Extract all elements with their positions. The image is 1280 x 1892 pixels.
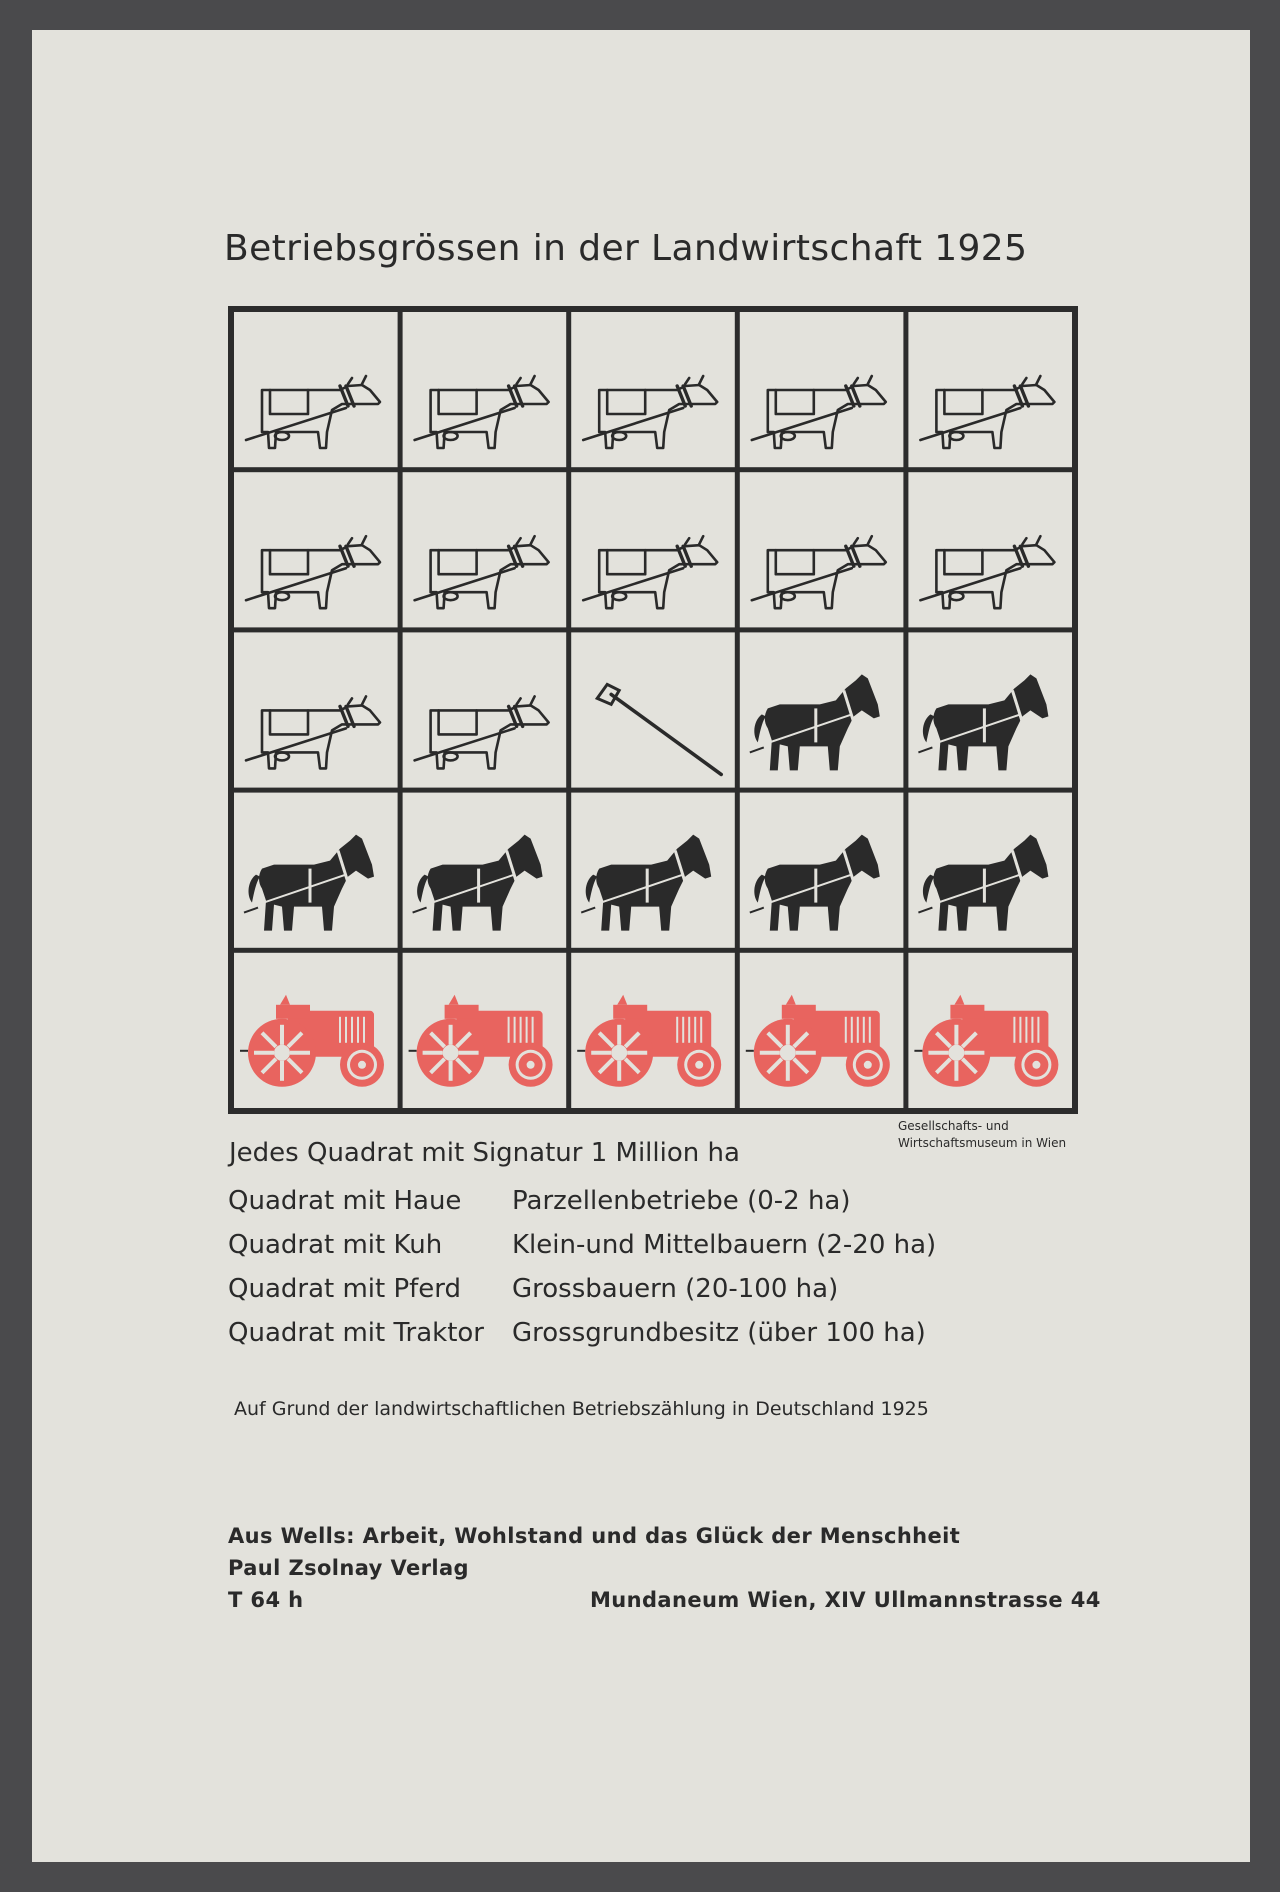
- legend-key: Quadrat mit Haue: [228, 1186, 462, 1216]
- isotype-grid-svg: [228, 306, 1078, 1114]
- footer-code: T 64 h: [228, 1588, 304, 1612]
- legend-key: Quadrat mit Traktor: [228, 1318, 485, 1348]
- museum-credit: [898, 1118, 1066, 1152]
- footer-book: Aus Wells: Arbeit, Wohlstand und das Glück der Menschheit: [228, 1524, 961, 1548]
- legend-value: Grossbauern (20-100 ha): [512, 1274, 839, 1304]
- chart-title: Betriebsgrössen in der Landwirtschaft 1925: [224, 228, 1028, 269]
- isotype-grid: [228, 306, 1078, 1114]
- museum-credit-line-2: Wirtschaftsmuseum in Wien: [898, 1136, 1067, 1150]
- footer-publisher: Paul Zsolnay Verlag: [228, 1556, 469, 1580]
- museum-credit-line-1: Gesellschafts- und: [898, 1119, 1009, 1133]
- source-note: Auf Grund der landwirtschaftlichen Betriebszählung in Deutschland 1925: [234, 1398, 929, 1420]
- legend-value: Klein-und Mittelbauern (2-20 ha): [512, 1230, 937, 1260]
- scale-note: Jedes Quadrat mit Signatur 1 Million ha: [229, 1138, 740, 1168]
- legend-key: Quadrat mit Kuh: [228, 1230, 443, 1260]
- legend-key: Quadrat mit Pferd: [228, 1274, 462, 1304]
- footer-address: Mundaneum Wien, XIV Ullmannstrasse 44: [590, 1588, 1101, 1612]
- legend-value: Grossgrundbesitz (über 100 ha): [512, 1318, 926, 1348]
- legend-value: Parzellenbetriebe (0-2 ha): [512, 1186, 851, 1216]
